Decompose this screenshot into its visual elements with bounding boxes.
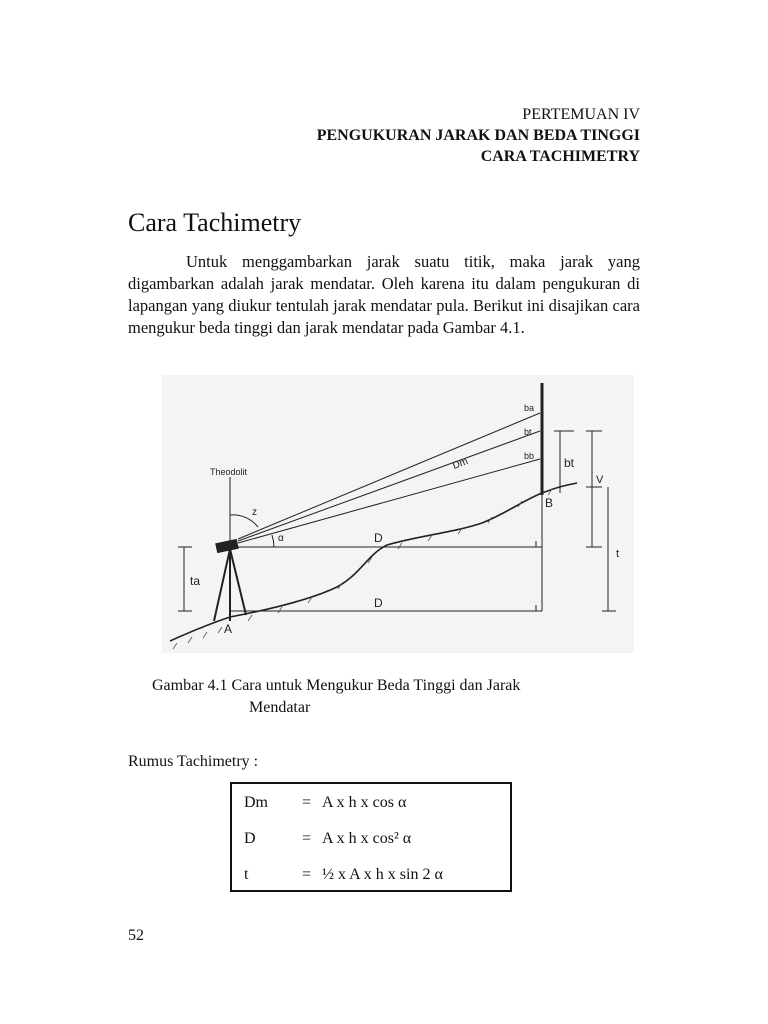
label-d-lower: D bbox=[374, 596, 383, 610]
label-bt: bt bbox=[564, 456, 575, 470]
formula-heading: Rumus Tachimetry : bbox=[128, 753, 259, 770]
instrument bbox=[215, 539, 239, 553]
label-ba: ba bbox=[524, 403, 535, 413]
formula-equals: = bbox=[302, 830, 312, 847]
ground-line bbox=[170, 483, 577, 641]
figure-caption bbox=[152, 675, 652, 719]
label-point-b: B bbox=[545, 496, 554, 510]
label-z: z bbox=[252, 507, 257, 518]
formula-expression: ½ x A x h x sin 2 α bbox=[322, 866, 443, 883]
formula-expression: A x h x cos² α bbox=[322, 830, 412, 847]
label-dm: Dm bbox=[451, 456, 470, 472]
caption-line-2: Mendatar bbox=[249, 699, 311, 716]
formula-equals: = bbox=[302, 866, 312, 883]
label-d-upper: D bbox=[374, 531, 383, 545]
formula-expression: A x h x cos α bbox=[322, 794, 407, 811]
tripod bbox=[214, 549, 246, 621]
label-point-a: A bbox=[224, 622, 233, 636]
sight-bb bbox=[238, 459, 540, 543]
formula-row-dm bbox=[244, 794, 406, 812]
label-ta: ta bbox=[190, 574, 201, 588]
formula-symbol: t bbox=[244, 866, 249, 883]
topic-line-1: PENGUKURAN JARAK DAN BEDA TINGGI bbox=[316, 127, 640, 144]
formula-row-d bbox=[244, 830, 411, 848]
label-theodolit: Theodolit bbox=[210, 467, 248, 477]
label-v: V bbox=[596, 474, 604, 486]
sight-ba bbox=[238, 413, 540, 539]
alpha-arc bbox=[272, 535, 274, 547]
topic-line-2: CARA TACHIMETRY bbox=[480, 148, 640, 165]
label-t: t bbox=[616, 548, 620, 560]
label-bb: bb bbox=[524, 451, 535, 461]
formula-box bbox=[230, 782, 512, 892]
label-alpha: α bbox=[278, 533, 284, 544]
diagram-svg bbox=[162, 375, 634, 653]
caption-line-1: Gambar 4.1 Cara untuk Mengukur Beda Tinggi dan Jarak bbox=[152, 677, 521, 694]
page-header bbox=[317, 104, 640, 167]
sight-bt bbox=[238, 431, 540, 541]
formula-equals: = bbox=[302, 794, 312, 811]
section-title: Cara Tachimetry bbox=[128, 208, 302, 237]
tachimetry-diagram bbox=[162, 375, 634, 653]
formula-symbol: Dm bbox=[244, 794, 268, 811]
page-number: 52 bbox=[128, 927, 144, 944]
meeting-label: PERTEMUAN IV bbox=[522, 106, 640, 123]
intro-paragraph: Untuk menggambarkan jarak suatu titik, maka jarak yang digambarkan adalah jarak mendatar. Oleh karena itu dalam pengukuran di lapangan yang diukur tentulah jarak mendatar pula. Berikut ini disajikan cara mengukur beda tinggi dan jarak mendatar pada Gambar 4.1. bbox=[128, 252, 640, 337]
formula-symbol: D bbox=[244, 830, 256, 847]
label-bt-small: bt bbox=[524, 427, 532, 437]
formula-row-t bbox=[244, 866, 443, 884]
